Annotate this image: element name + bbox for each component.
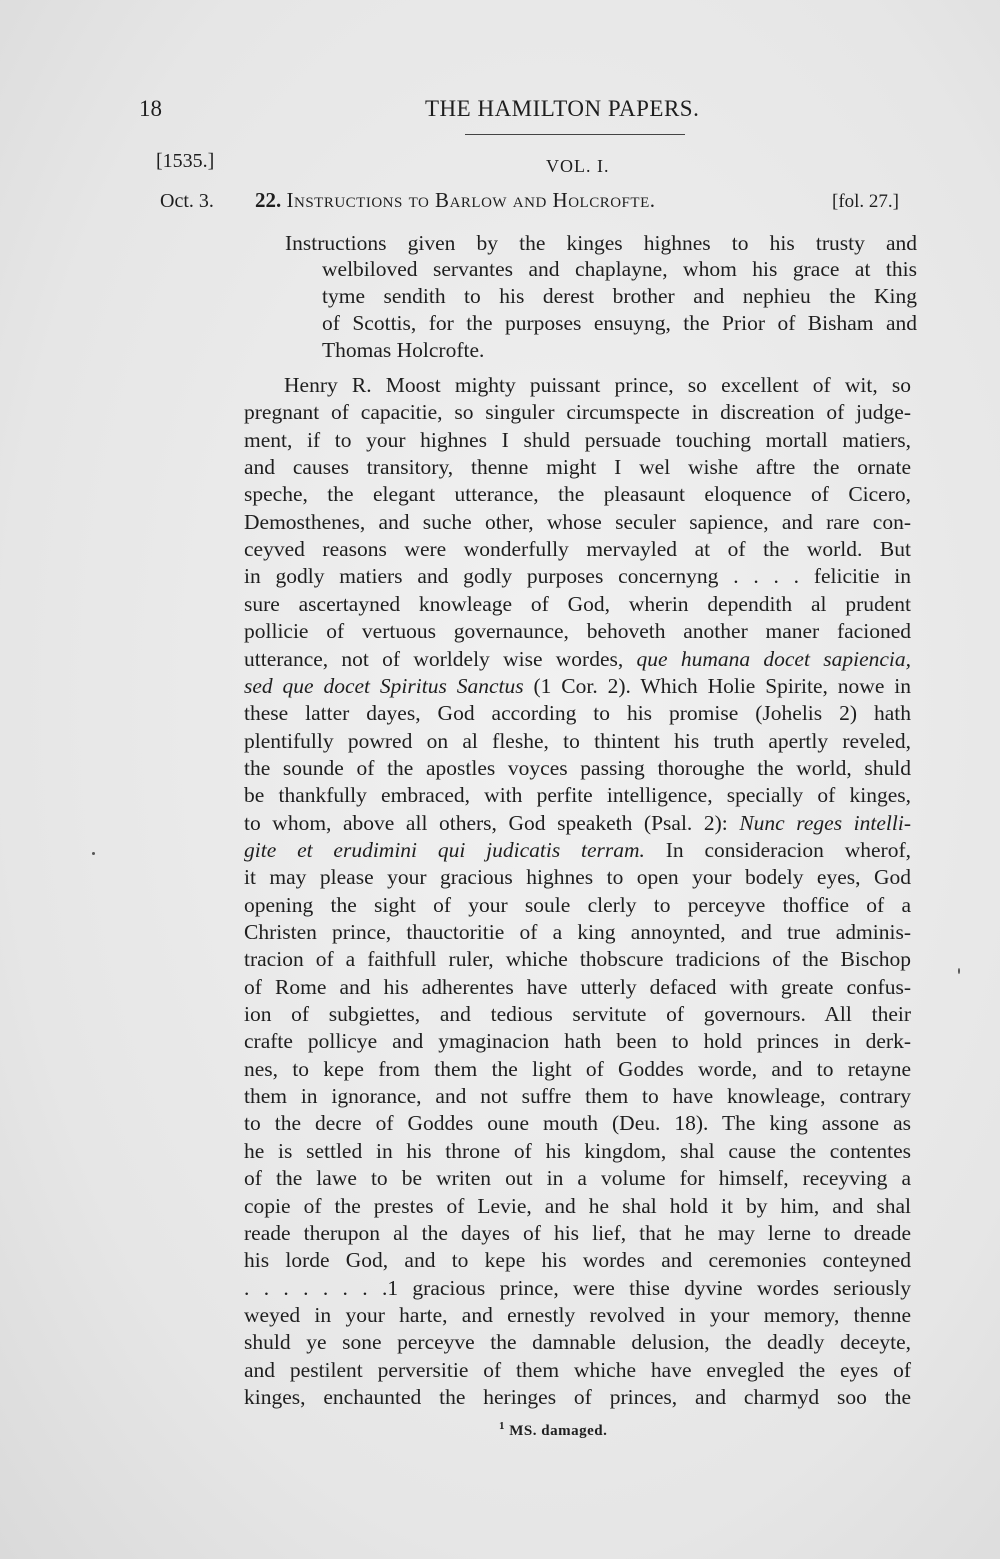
- ink-speck: [92, 852, 95, 855]
- instructions-line: tyme sendith to his derest brother and nephieu the King: [322, 284, 917, 308]
- instructions-line: welbiloved servantes and chaplayne, whom his grace at this: [322, 257, 917, 281]
- header-rule: [465, 134, 685, 135]
- body-line: in godly matiers and godly purposes concernyng . . . . felicitie in: [244, 564, 911, 588]
- margin-year: [1535.]: [156, 150, 215, 172]
- ink-speck: [958, 968, 960, 974]
- body-line: to whom, above all others, God speaketh (Psal. 2): Nunc reges intelli-: [244, 811, 911, 835]
- footnote-marker: 1: [499, 1420, 505, 1432]
- body-line: and causes transitory, thenne might I wel wishe aftre the ornate: [244, 455, 911, 479]
- instructions-line: of Scottis, for the purposes ensuyng, the Prior of Bisham and: [322, 311, 917, 335]
- latin-phrase: gite et erudimini qui judicatis terram.: [244, 838, 645, 862]
- volume-label: VOL. I.: [546, 156, 610, 176]
- body-line: utterance, not of worldely wise wordes, que humana docet sapiencia,: [244, 647, 912, 671]
- body-line: pregnant of capacitie, so singuler circumspecte in discreation of judge-: [244, 400, 911, 424]
- body-line: copie of the prestes of Levie, and he shal hold it by him, and shal: [244, 1194, 911, 1218]
- body-line: opening the sight of your soule clerly to perceyve thoffice of a: [244, 893, 911, 917]
- body-line: . . . . . . . .1 gracious prince, were thise dyvine wordes seriously: [244, 1276, 911, 1300]
- footnote: [499, 1420, 607, 1440]
- body-line: these latter dayes, God according to his promise (Johelis 2) hath: [244, 701, 911, 725]
- body-line: and pestilent perversitie of them whiche have envegled the eyes of: [244, 1358, 911, 1382]
- body-line: Demosthenes, and suche other, whose seculer sapience, and rare con-: [244, 510, 911, 534]
- body-line: shuld ye sone perceyve the damnable delusion, the deadly deceyte,: [244, 1330, 911, 1354]
- body-line: sure ascertayned knowleage of God, wherin dependith al prudent: [244, 592, 911, 616]
- instructions-line: Instructions given by the kinges highnes to his trusty and: [285, 231, 917, 255]
- body-line: them in ignorance, and not suffre them to have knowleage, contrary: [244, 1084, 911, 1108]
- body-line: gite et erudimini qui judicatis terram. In consideracion wherof,: [244, 838, 911, 862]
- latin-phrase: que humana docet sapiencia,: [636, 647, 912, 671]
- body-line: of the lawe to be writen out in a volume for himself, receyving a: [244, 1166, 911, 1190]
- body-line: be thankfully embraced, with perfite intelligence, specially of kinges,: [244, 783, 911, 807]
- body-line: it may please your gracious highnes to open your bodely eyes, God: [244, 865, 911, 889]
- document-number: 22.: [255, 188, 282, 212]
- body-line: his lorde God, and to kepe his wordes and ceremonies conteyned: [244, 1248, 911, 1272]
- body-line: ion of subgiettes, and tedious servitute of governours. All their: [244, 1002, 911, 1026]
- body-line: the sounde of the apostles voyces passing thoroughe the world, shuld: [244, 756, 911, 780]
- latin-phrase: sed que docet Spiritus Sanctus: [244, 674, 524, 698]
- body-line: kinges, enchaunted the heringes of princes, and charmyd soo the: [244, 1385, 911, 1409]
- body-line: pollicie of vertuous governaunce, behoveth another maner facioned: [244, 619, 911, 643]
- body-line: Henry R. Moost mighty puissant prince, so excellent of wit, so: [284, 373, 911, 397]
- body-line: ment, if to your highnes I shuld persuade touching mortall matiers,: [244, 428, 911, 452]
- body-line: tracion of a faithfull ruler, whiche thobscure tradicions of the Bischop: [244, 947, 911, 971]
- body-line: of Rome and his adherentes have utterly defaced with greate confus-: [244, 975, 911, 999]
- body-line: nes, to kepe from them the light of Goddes worde, and to retayne: [244, 1057, 911, 1081]
- body-line: Christen prince, thauctoritie of a king annoynted, and true adminis-: [244, 920, 911, 944]
- body-line: plentifully powred on al fleshe, to thintent his truth apertly reveled,: [244, 729, 911, 753]
- document-title: Instructions to Barlow and Holcrofte.: [286, 188, 656, 212]
- folio-reference: [fol. 27.]: [832, 191, 900, 212]
- body-line: reade therupon al the dayes of his lief, that he may lerne to dreade: [244, 1221, 911, 1245]
- body-line: crafte pollicye and ymaginacion hath been to hold princes in derk-: [244, 1029, 911, 1053]
- instructions-line: Thomas Holcrofte.: [322, 338, 485, 362]
- body-line: weyed in your harte, and ernestly revolved in your memory, thenne: [244, 1303, 911, 1327]
- margin-date: Oct. 3.: [160, 190, 214, 212]
- running-title: THE HAMILTON PAPERS.: [425, 96, 700, 121]
- body-line: speche, the elegant utterance, the pleasaunt eloquence of Cicero,: [244, 482, 911, 506]
- body-line: he is settled in his throne of his kingdom, shal cause the contentes: [244, 1139, 911, 1163]
- body-line: ceyved reasons were wonderfully mervayled at of the world. But: [244, 537, 911, 561]
- body-line: sed que docet Spiritus Sanctus (1 Cor. 2). Which Holie Spirite, nowe in: [244, 674, 911, 698]
- body-line: to the decre of Goddes oune mouth (Deu. 18). The king assone as: [244, 1111, 911, 1135]
- document-heading: [255, 188, 655, 213]
- page-number: 18: [139, 96, 162, 121]
- latin-phrase: Nunc reges intelli-: [739, 811, 911, 835]
- footnote-text: MS. damaged.: [509, 1423, 608, 1439]
